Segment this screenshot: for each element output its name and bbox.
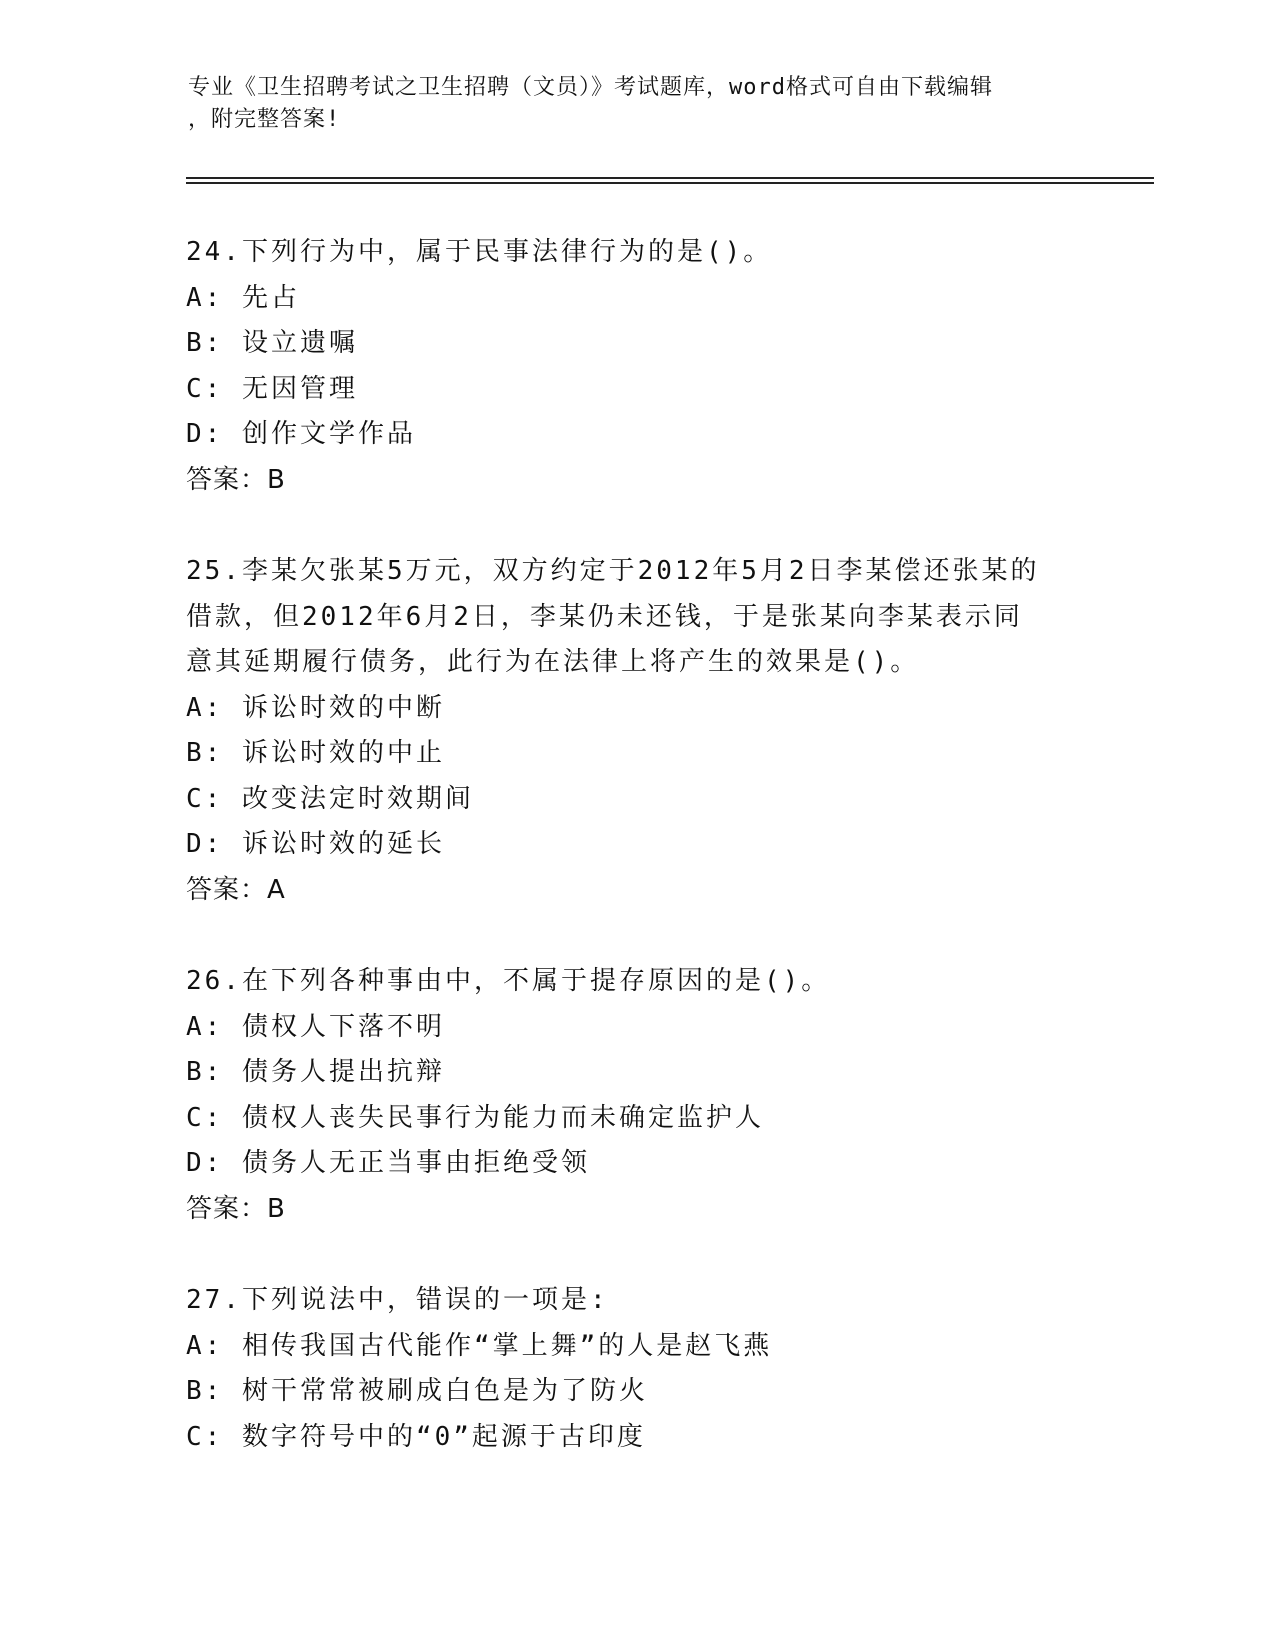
option-a: A: 债权人下落不明	[186, 1011, 445, 1042]
option-c: C: 数字符号中的“0”起源于古印度	[186, 1421, 646, 1452]
option-c: C: 无因管理	[186, 373, 358, 404]
header-rule-top	[186, 177, 1154, 179]
option-c: C: 改变法定时效期间	[186, 783, 474, 814]
question-list	[186, 230, 1106, 1506]
answer-line: 答案：B	[186, 1193, 286, 1224]
option-b: B: 诉讼时效的中止	[186, 738, 445, 768]
option-d: D: 诉讼时效的延长	[186, 829, 445, 859]
question-stem: 27.下列说法中，错误的一项是:	[186, 1285, 609, 1315]
option-a: A: 诉讼时效的中断	[186, 692, 445, 723]
question-25	[186, 549, 1106, 913]
question-24	[186, 230, 1106, 503]
answer-line: 答案：A	[186, 874, 286, 905]
document-header	[188, 72, 1088, 136]
question-stem: 24.下列行为中，属于民事法律行为的是()。	[186, 237, 773, 267]
answer-line: 答案：B	[186, 464, 286, 495]
header-line-1: 专业《卫生招聘考试之卫生招聘（文员）》考试题库，word格式可自由下载编辑	[188, 75, 993, 100]
option-b: B: 债务人提出抗辩	[186, 1057, 445, 1087]
option-b: B: 树干常常被刷成白色是为了防火	[186, 1376, 648, 1406]
header-rule-bottom	[186, 182, 1154, 184]
question-stem: 25.李某欠张某5万元，双方约定于2012年5月2日李某偿还张某的借款，但2012年6月2日，李某仍未还钱，于是张某向李某表示同意其延期履行债务，此行为在法律上将产生的效果是()。	[186, 556, 1040, 677]
question-26	[186, 959, 1106, 1232]
header-line-2: ，附完整答案!	[188, 107, 341, 132]
option-a: A: 先占	[186, 282, 300, 313]
option-d: D: 债务人无正当事由拒绝受领	[186, 1148, 590, 1178]
option-d: D: 创作文学作品	[186, 419, 416, 449]
question-stem: 26.在下列各种事由中，不属于提存原因的是()。	[186, 966, 831, 996]
option-a: A: 相传我国古代能作“掌上舞”的人是赵飞燕	[186, 1330, 773, 1361]
option-c: C: 债权人丧失民事行为能力而未确定监护人	[186, 1102, 764, 1133]
option-b: B: 设立遗嘱	[186, 328, 358, 358]
question-27	[186, 1278, 1106, 1460]
